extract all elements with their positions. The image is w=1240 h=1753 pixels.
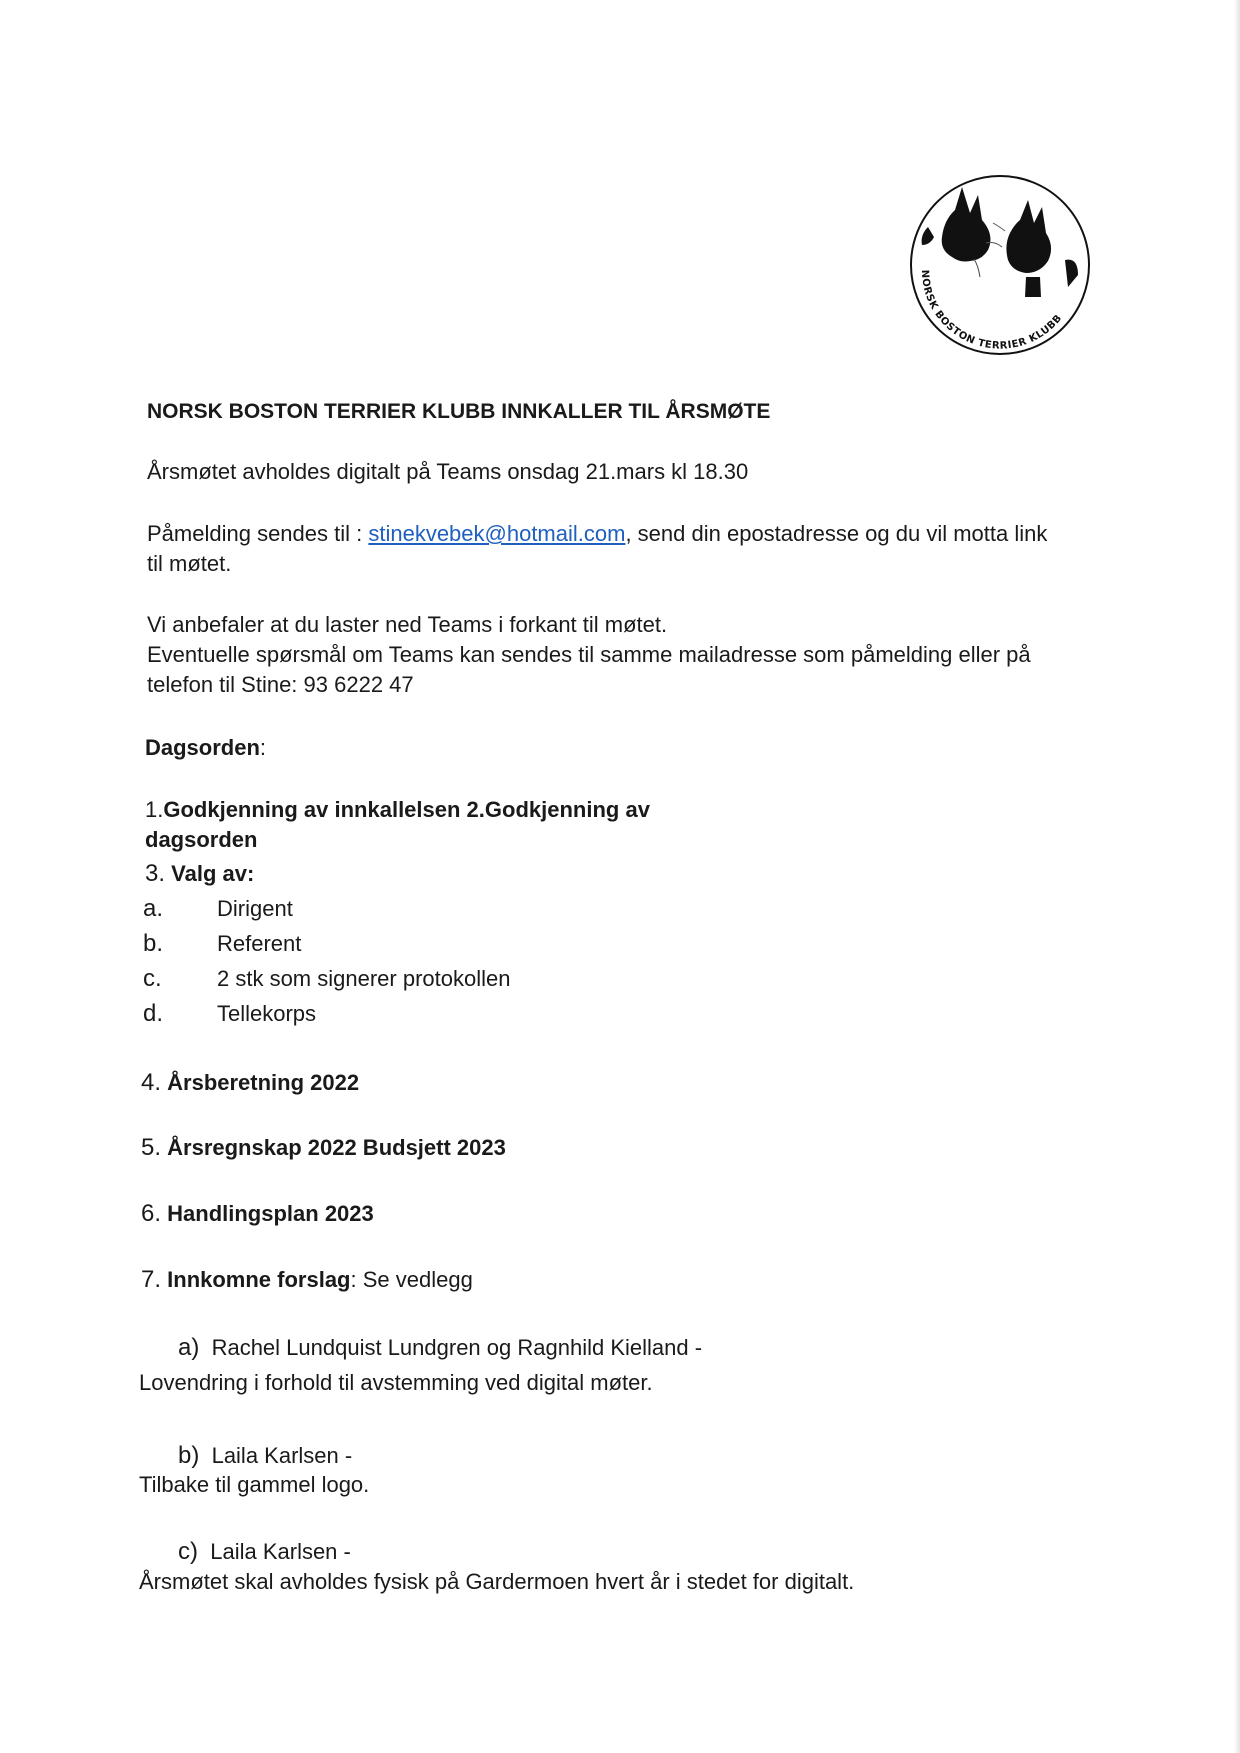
signup-prefix: Påmelding sendes til : — [147, 521, 369, 546]
agenda-item-3-num: 3. — [145, 860, 166, 887]
agenda-item-2-cont: dagsorden — [145, 827, 258, 852]
agenda-item-6-num: 6. — [141, 1200, 162, 1227]
agenda-item-7-num: 7. — [141, 1266, 162, 1293]
meeting-info: Årsmøtet avholdes digitalt på Teams onsdag 21.mars kl 18.30 — [147, 459, 749, 484]
agenda-item-6-text: Handlingsplan 2023 — [167, 1201, 374, 1226]
logo-graphic — [900, 165, 1100, 365]
proposal-c-text: Årsmøtet skal avholdes fysisk på Gardermoen hvert år i stedet for digitalt. — [139, 1569, 855, 1594]
recommend-line3: telefon til Stine: 93 6222 47 — [147, 672, 414, 697]
sub-item-d-letter: d. — [143, 1000, 164, 1027]
agenda-item-2-text: Godkjenning av — [484, 797, 650, 822]
sub-item-b-text: Referent — [217, 931, 302, 956]
sub-item-d-text: Tellekorps — [217, 1001, 317, 1026]
proposal-a-text: Lovendring i forhold til avstemming ved digital møter. — [139, 1370, 653, 1395]
agenda-item-7-text: Innkomne forslag — [167, 1267, 351, 1292]
agenda-item-7 — [141, 1265, 473, 1295]
agenda-item-5 — [141, 1133, 506, 1163]
proposal-a-header — [178, 1333, 702, 1363]
signup-line — [147, 519, 1047, 549]
agenda-item-1-num: 1. — [145, 797, 164, 822]
agenda-item-6 — [141, 1199, 374, 1229]
logo-text: NORSK BOSTON TERRIER KLUBB — [918, 269, 1065, 352]
sub-item-a-text: Dirigent — [217, 896, 293, 921]
proposal-b-author: Laila Karlsen - — [211, 1443, 353, 1468]
agenda-heading-text: Dagsorden — [145, 735, 260, 760]
agenda-item-4-text: Årsberetning 2022 — [167, 1070, 360, 1095]
agenda-item-1-text: Godkjenning av innkallelsen — [163, 797, 461, 822]
agenda-heading — [145, 733, 266, 763]
agenda-item-1-2 — [145, 795, 650, 825]
signup-suffix: , send din epostadresse og du vil motta link — [625, 521, 1048, 546]
proposal-b-header — [178, 1441, 352, 1471]
page-edge — [1234, 0, 1240, 1753]
proposal-c-author: Laila Karlsen - — [210, 1539, 351, 1564]
agenda-item-4 — [141, 1068, 359, 1098]
sub-item-b-letter: b. — [143, 930, 164, 957]
proposal-b-text: Tilbake til gammel logo. — [139, 1472, 370, 1497]
agenda-item-5-num: 5. — [141, 1134, 162, 1161]
page-title: NORSK BOSTON TERRIER KLUBB INNKALLER TIL ÅRSMØTE — [147, 400, 771, 423]
recommend-line1: Vi anbefaler at du laster ned Teams i forkant til møtet. — [147, 612, 668, 637]
agenda-item-3-text: Valg av: — [171, 861, 255, 886]
boston-terrier-dogs-logo — [900, 165, 1100, 365]
sub-item-a-letter: a. — [143, 895, 164, 922]
proposal-c-header — [178, 1537, 351, 1567]
agenda-item-2-num: 2. — [460, 797, 485, 822]
agenda-item-7-suffix: : Se vedlegg — [350, 1267, 473, 1292]
email-link[interactable]: stinekvebek@hotmail.com — [368, 521, 626, 546]
proposal-a-letter: a) — [178, 1334, 200, 1361]
agenda-item-3 — [145, 859, 254, 889]
agenda-item-4-num: 4. — [141, 1069, 162, 1096]
signup-line2: til møtet. — [147, 551, 232, 576]
proposal-b-letter: b) — [178, 1442, 200, 1469]
proposal-c-letter: c) — [178, 1538, 198, 1565]
sub-item-c-text: 2 stk som signerer protokollen — [217, 966, 511, 991]
recommend-line2: Eventuelle spørsmål om Teams kan sendes til samme mailadresse som påmelding eller på — [147, 642, 1031, 667]
agenda-item-5-text: Årsregnskap 2022 Budsjett 2023 — [167, 1135, 506, 1160]
sub-item-c-letter: c. — [143, 965, 162, 992]
proposal-a-author: Rachel Lundquist Lundgren og Ragnhild Kielland - — [211, 1335, 703, 1360]
agenda-heading-colon: : — [259, 735, 267, 760]
